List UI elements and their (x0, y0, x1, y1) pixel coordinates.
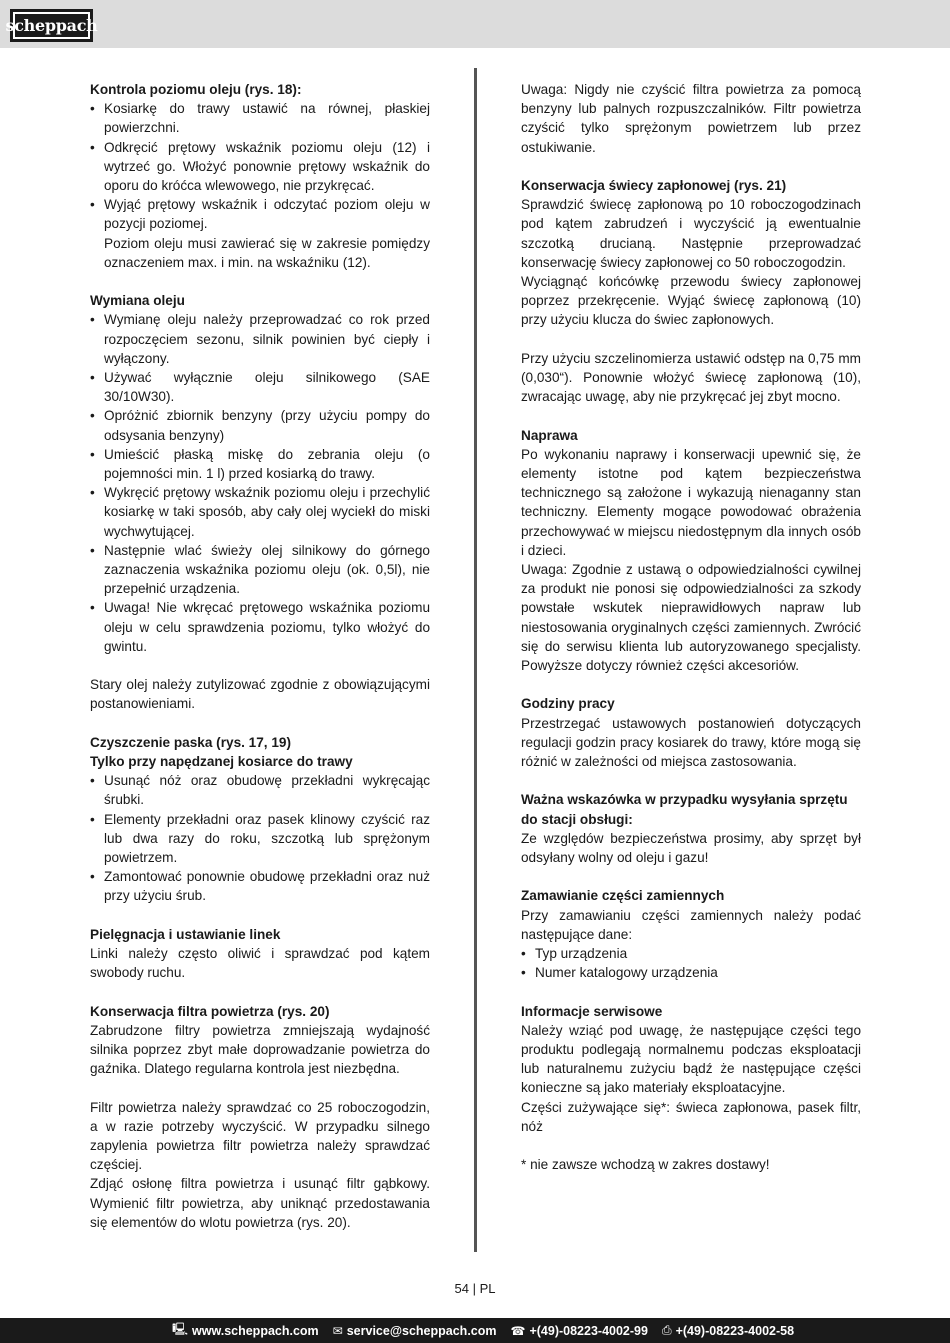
list-item: • Używać wyłącznie oleju silnikowego (SAE 30/10W30). (90, 368, 430, 406)
list-item: • Umieścić płaską miskę do zebrania oleju (o pojemności min. 1 l) przed kosiarką do trawy. (90, 445, 430, 483)
footer-web[interactable] (172, 1320, 319, 1341)
list-item: • Następnie wlać świeży olej silnikowy do górnego zaznaczenia wskaźnika poziomu oleju (ok. 0,5l), nie przepełnić urządzenia. (90, 541, 430, 599)
list-item: • Kosiarkę do trawy ustawić na równej, płaskiej powierzchni. (90, 99, 430, 137)
page-number: 54 | PL (454, 1281, 496, 1296)
bullet-list (90, 99, 430, 233)
section-heading: Konserwacja filtra powietrza (rys. 20) (90, 1003, 330, 1019)
list-item: • Opróżnić zbiornik benzyny (przy użyciu pompy do odsysania benzyny) (90, 406, 430, 444)
list-item: • Wykręcić prętowy wskaźnik poziomu oleju i przechylić kosiarkę w taki sposób, aby cały olej wyciekł do miski wychwytującej. (90, 483, 430, 541)
list-item: • Usunąć nóż oraz obudowę przekładni wykręcając śrubki. (90, 771, 430, 809)
section-heading: Wymiana oleju (90, 293, 185, 309)
right-column (521, 80, 861, 1174)
bullet-list (90, 310, 430, 656)
paragraph: Wyciągnąć końcówkę przewodu świecy zapłonowej poprzez przekręcenie. Wyjąć świecę zapłonową (10) przy użyciu klucza do świec zapłonowych. (521, 274, 861, 328)
spark-gap-text: Przy użyciu szczelinomierza ustawić odstęp na 0,75 mm (0,030“). Ponownie włożyć świecę zapłonową (10), zwracając uwagę, aby nie przykręcać jej zbyt mocno. (521, 350, 861, 405)
working-hours-section (521, 694, 861, 771)
bullet-list (90, 771, 430, 905)
section-heading: Czyszczenie paska (rys. 17, 19) (90, 734, 291, 750)
paragraph: Przestrzegać ustawowych postanowień dotyczących regulacji godzin pracy kosiarek do trawy, które mogą się różnić w zależności od miejsca zastosowania. (521, 715, 861, 770)
footer-phone-text: +(49)-08223-4002-99 (529, 1323, 648, 1338)
paragraph: Sprawdzić świecę zapłonową po 10 roboczogodzinach pod kątem zabrudzeń i wyczyścić ją ewentualnie szczotką drucianą. Następnie przeprowadzać konserwację świecy zapłonowej co 50 roboczogodzin. (521, 197, 861, 270)
paragraph: Filtr powietrza należy sprawdzać co 25 roboczogodzin, a w razie potrzeby wyczyścić. W przypadku silnego zapylenia powietrza filtr powietrza należy sprawdzać częściej. (90, 1099, 430, 1173)
spare-parts-section (521, 886, 861, 982)
list-item: • Uwaga! Nie wkręcać prętowego wskaźnika poziomu oleju w celu sprawdzenia poziomu, tylko włożyć do gwintu. (90, 598, 430, 656)
section-heading: Godziny pracy (521, 696, 615, 712)
oil-change-section (90, 291, 430, 656)
column-divider (474, 68, 477, 1252)
header-bar (0, 0, 950, 48)
paragraph: Uwaga: Zgodnie z ustawą o odpowiedzialności cywilnej za produkt nie ponosi się odpowiedzialności za szkody powstałe wskutek nieprawidłowych napraw lub niestosowania oryginalnych części zamiennych. Zwrócić się do serwisu klienta lub autoryzowanego specjalisty. Powyższe dotyczy również części akcesoriów. (521, 562, 861, 674)
footer-fax-text: +(49)-08223-4002-58 (675, 1323, 795, 1338)
list-item: • Wyjąć prętowy wskaźnik i odczytać poziom oleju w pozycji poziomej. (90, 195, 430, 233)
section-subheading: Tylko przy napędzanej kosiarce do trawy (90, 754, 353, 770)
paragraph: Zabrudzone filtry powietrza zmniejszają wydajność silnika poprzez zbyt małe doprowadzanie powietrza do gaźnika. Dlatego regularna kontrola jest niezbędna. (90, 1022, 430, 1077)
section-heading: Naprawa (521, 427, 578, 443)
list-item: • Zamontować ponownie obudowę przekładni oraz nuż przy użyciu śrub. (90, 867, 430, 905)
footer-bar (0, 1318, 950, 1343)
oil-disposal-text: Stary olej należy zutylizować zgodnie z obowiązującymi postanowieniami. (90, 677, 430, 712)
footer-web-text: www.scheppach.com (192, 1323, 319, 1338)
spark-plug-section (521, 176, 861, 330)
cables-section (90, 925, 430, 983)
footer-email-text: service@scheppach.com (346, 1323, 497, 1338)
paragraph: Zdjąć osłonę filtra powietrza i usunąć filtr gąbkowy. Wymienić filtr powietrza, aby uniknąć przedostawania się elementów do wlotu powietrza (rys. 20). (90, 1176, 430, 1230)
repair-section (521, 426, 861, 676)
footnote: * nie zawsze wchodzą w zakres dostawy! (521, 1157, 770, 1173)
section-heading: Ważna wskazówka w przypadku wysyłania sprzętu do stacji obsługi: (521, 792, 848, 827)
section-heading: Informacje serwisowe (521, 1003, 663, 1019)
monitor-icon: 🖳 (172, 1322, 189, 1336)
list-item: • Numer katalogowy urządzenia (521, 963, 861, 982)
paragraph: Linki należy często oliwić i sprawdzać pod kątem swobody ruchu. (90, 946, 430, 981)
shipping-section (521, 790, 861, 867)
paragraph: Po wykonaniu naprawy i konserwacji upewnić się, że elementy istotne pod kątem bezpieczeństwa technicznego są założone i wykazują nienaganny stan techniczny. Elementy mogące powodować obrażenia przechowywać w miejscu niedostępnym dla innych osób i dzieci. (521, 446, 861, 558)
service-info-section (521, 1002, 861, 1136)
paragraph: Części zużywające się*: świeca zapłonowa, pasek filtr, nóż (521, 1099, 861, 1134)
air-filter-check (90, 1098, 430, 1232)
footer-email[interactable] (333, 1324, 497, 1338)
list-item: • Elementy przekładni oraz pasek klinowy czyścić raz lub dwa razy do roku, szczotką lub sprężonym powietrzem. (90, 810, 430, 868)
oil-level-note: Poziom oleju musi zawierać się w zakresie pomiędzy oznaczeniem max. i min. na wskaźniku (12). (104, 235, 430, 270)
phone-icon: ☎ (510, 1323, 526, 1338)
section-heading: Konserwacja świecy zapłonowej (rys. 21) (521, 178, 787, 193)
air-filter-section (90, 1002, 430, 1079)
section-heading: Pielęgnacja i ustawianie linek (90, 926, 281, 942)
filter-warning-text: Uwaga: Nigdy nie czyścić filtra powietrza za pomocą benzyny lub palnych rozpuszczalników. Filtr powietrza czyścić tylko sprężonym powietrzem lub przez ostukiwanie. (521, 82, 861, 155)
paragraph: Należy wziąć pod uwagę, że następujące części tego produktu podlegają normalnemu podczas eksploatacji lub naturalnemu zużyciu bądź że następujące części konieczne są jako materiały eksploatacyjne. (521, 1022, 861, 1096)
fax-icon: ⎙ (661, 1323, 672, 1337)
section-heading: Zamawianie części zamiennych (521, 888, 725, 904)
list-item: • Wymianę oleju należy przeprowadzać co rok przed rozpoczęciem sezonu, silnik powinien być ciepły i wyłączony. (90, 310, 430, 368)
bullet-list (521, 944, 861, 982)
paragraph: Przy zamawianiu części zamiennych należy podać następujące dane: (521, 907, 861, 942)
left-column (90, 80, 430, 1232)
oil-check-section (90, 80, 430, 272)
paragraph: Ze względów bezpieczeństwa prosimy, aby sprzęt był odsyłany wolny od oleju i gazu! (521, 830, 861, 866)
list-item: • Odkręcić prętowy wskaźnik poziomu oleju (12) i wytrzeć go. Włożyć ponownie prętowy wskaźnik do oporu do króćca wlewowego, nie przykręcać. (90, 138, 430, 196)
scheppach-logo: scheppach (10, 9, 93, 42)
footer-phone (511, 1324, 648, 1338)
list-item: • Typ urządzenia (521, 944, 861, 963)
belt-cleaning-section (90, 733, 430, 906)
footer-fax (662, 1323, 794, 1338)
section-heading: Kontrola poziomu oleju (rys. 18): (90, 82, 302, 97)
mail-icon: ✉ (332, 1323, 343, 1338)
